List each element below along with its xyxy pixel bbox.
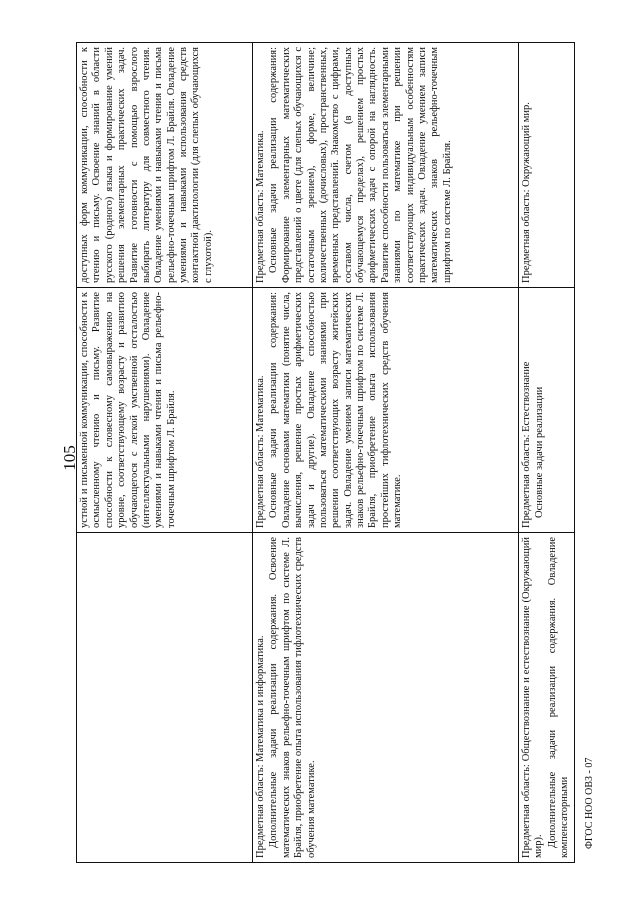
table-row (77, 43, 253, 863)
row2-col2-heading: Предметная область: Математика. (255, 375, 266, 528)
row2-col2-text: Основные задачи реализации содержания: Овладение основами математики (понятие числа, вычисления, решение простых арифметических задач и другие). Овладение способностью пользоваться математическими знаниями при решении соответствующих возрасту житейских задач. Овладение умением записи математических знаков рельефно-точечным шрифтом по системе Л. Брайля, приобретение опыта использования простейших тифлотехнических средств обучения математике. (268, 292, 404, 528)
row2-col1-heading: Предметная область: Математика и информатика. (255, 635, 266, 858)
row1-col1-cell (77, 533, 253, 863)
curriculum-table (76, 42, 575, 863)
row1-col3-text: доступных форм коммуникации, способности к чтению и письму. Освоение знаний в области русского (родного) языка и формирование умений решения элементарных практических задач. Развитие готовности с помощью взрослого выбирать литературу для совместного чтения. Овладение умениями и навыками чтения и письма рельефно-точечным шрифтом Л. Брайля. Овладение умениями и навыками использования средств контактной дактилологии (для слепых обучающихся с глухотой). (79, 47, 214, 283)
row3-col1-cell (519, 533, 575, 863)
document-code-footer: ФГОС НОО ОВЗ - 07 (584, 757, 595, 849)
row1-col2-text: устной и письменной коммуникации, способности к осмысленному чтению и письму. Развитие способности к словесному самовыражению на уровне, соответствующему возрасту и развитию обучающегося с легкой умственной отсталостью (интеллектуальными нарушениями). Овладение умениями и навыками чтения и письма рельефно-точечным шрифтом Л. Брайля. (79, 292, 177, 528)
row3-col1-text: Дополнительные задачи реализации содержания. Овладение компенсаторными (546, 537, 571, 858)
row3-col1-heading: Предметная область: Обществознание и естествознание (Окружающий мир). (521, 537, 545, 858)
row1-col2-cell (77, 288, 253, 533)
table-row (519, 43, 575, 863)
row2-col3-cell (253, 43, 519, 288)
page-number: 105 (60, 445, 79, 471)
row2-col3-text: Основные задачи реализации содержания: Формирование элементарных математических представлений о цвете (для слепых обучающихся с остаточным зрением), форме, величине; количественных (дочисловых), пространственных, временных представлений. Знакомство с цифрами, составом числа, счетом (в доступных обучающемуся пределах), решением простых арифметических задач с опорой на наглядность. Развитие способности пользоваться элементарными знаниями по математике при решении соответствующих индивидуальным особенностям практических задач. Овладение умением записи математических знаков рельефно-точечным шрифтом по системе Л. Брайля. (268, 47, 453, 283)
row2-col1-text: Дополнительные задачи реализации содержания. Освоение математических знаков рельефно-точечным шрифтом по системе Л. Брайля, приобретение опыта использования тифлотехнических средств обучения математике. (268, 537, 317, 858)
row1-col3-cell (77, 43, 253, 288)
table-row (253, 43, 519, 863)
row3-col2-heading: Предметная область: Естествознание (521, 361, 532, 528)
row3-col3-cell (519, 43, 575, 288)
row2-col1-cell (253, 533, 519, 863)
row2-col3-heading: Предметная область: Математика. (255, 130, 266, 283)
row3-col2-cell (519, 288, 575, 533)
row3-col2-text: Основные задачи реализации (534, 386, 546, 518)
rotated-table-sheet (76, 43, 571, 863)
row2-col2-cell (253, 288, 519, 533)
row3-col3-heading: Предметная область: Окружающий мир. (521, 102, 532, 283)
